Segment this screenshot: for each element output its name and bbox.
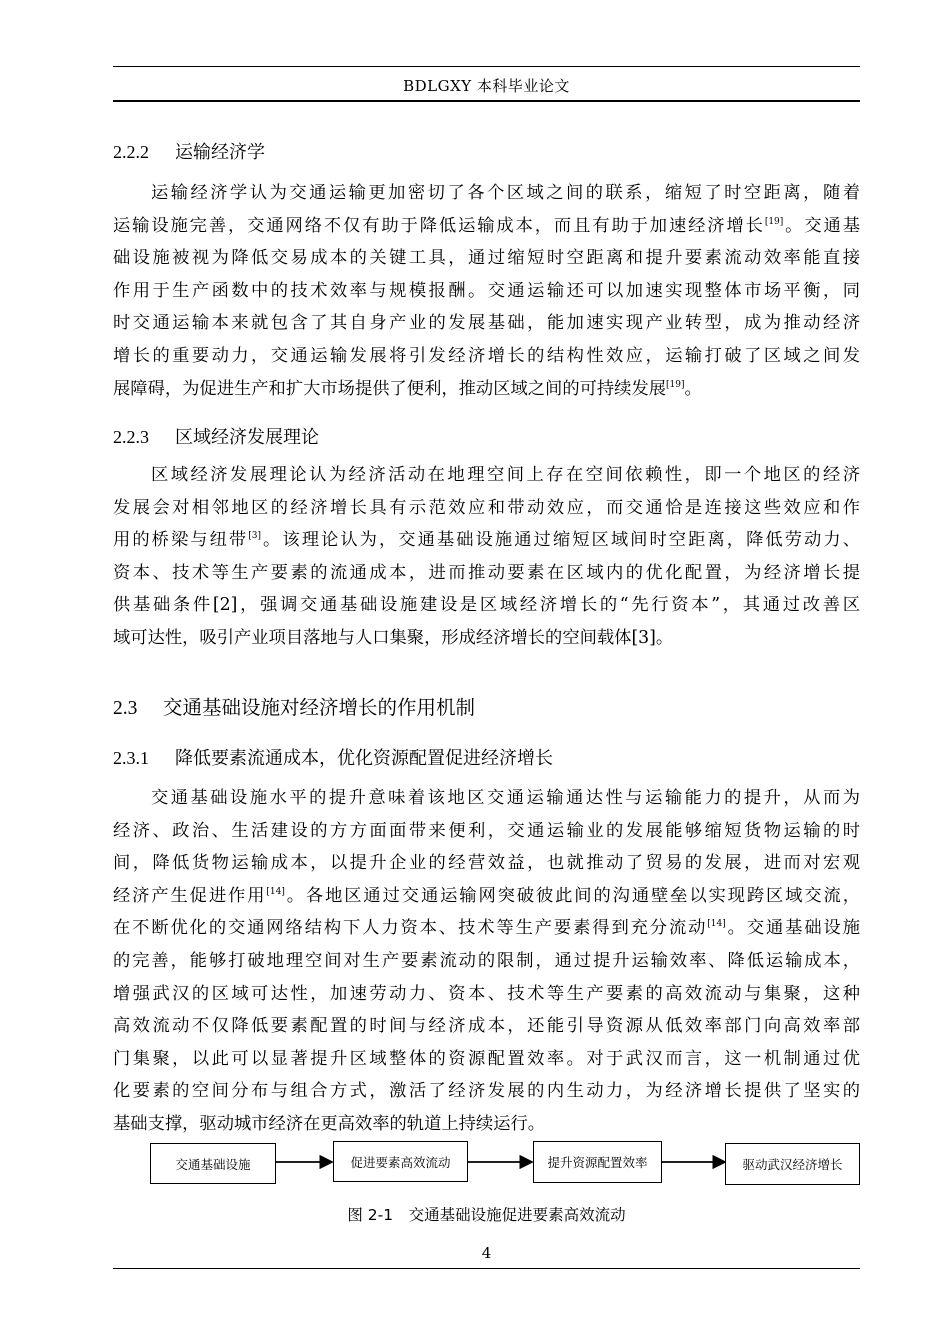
flow-box-resource-allocation: 提升资源配置效率 (533, 1141, 662, 1183)
section-number: 2.2.2 (113, 142, 149, 162)
section-number: 2.2.3 (113, 427, 149, 447)
text-line: 区域经济发展理论认为经济活动在地理空间上存在空间依赖性，即一个地区的经济 (151, 465, 860, 485)
text-line: 发展会对相邻地区的经济增长具有示范效应和带动效应，而交通恰是连接这些效应和作 (113, 497, 860, 518)
text-line: 在不断优化的交通网络结构下人力资本、技术等生产要素得到充分流动[14]。交通基础设施 (113, 918, 860, 939)
flow-box-wuhan-growth: 驱动武汉经济增长 (725, 1143, 860, 1185)
text-line: 门集聚，以此可以显著提升区域整体的资源配置效率。对于武汉而言，这一机制通过优 (113, 1048, 860, 1069)
text-line: 基础支撑，驱动城市经济在更高效率的轨道上持续运行。 (113, 1113, 546, 1134)
text-line: 作用于生产函数中的技术效率与规模报酬。交通运输还可以加速实现整体市场平衡，同 (113, 280, 860, 301)
section-number: 2.3 (113, 698, 138, 719)
text-line: 运输经济学认为交通运输更加密切了各个区域之间的联系，缩短了时空距离，随着 (151, 183, 860, 203)
text-line: 供基础条件[2]，强调交通基础设施建设是区域经济增长的“先行资本”，其通过改善区 (113, 595, 860, 616)
section-number: 2.3.1 (113, 748, 149, 768)
text-line: 的完善，能够打破地理空间对生产要素流动的限制，通过提升运输效率、降低运输成本， (113, 950, 860, 971)
text-line: 增长的重要动力，交通运输发展将引发经济增长的结构性效应，运输打破了区域之间发 (113, 345, 860, 366)
text-line: 域可达性，吸引产业项目落地与人口集聚，形成经济增长的空间载体[3]。 (113, 627, 674, 648)
text-line: 运输设施完善，交通网络不仅有助于降低运输成本，而且有助于加速经济增长[19]。交通基 (113, 215, 860, 236)
page-number: 4 (481, 1244, 492, 1262)
citation: [19] (666, 379, 685, 390)
text-line: 化要素的空间分布与组合方式，激活了经济发展的内生动力，为经济增长提供了坚实的 (113, 1081, 860, 1102)
citation: [19] (764, 216, 784, 227)
citation: [14] (266, 886, 285, 897)
footer-rule (113, 1268, 860, 1269)
section-title: 交通基础设施对经济增长的作用机制 (163, 696, 476, 719)
citation: [14] (707, 919, 726, 930)
text-line: 础设施被视为降低交易成本的关键工具，通过缩短时空距离和提升要素流动效率能直接 (113, 248, 860, 269)
text-line: 高效流动不仅降低要素配置的时间与经济成本，还能引导资源从低效率部门向高效率部 (113, 1016, 860, 1037)
citation: [3] (248, 531, 262, 542)
text-line: 资本、技术等生产要素的流通成本，进而推动要素在区域内的优化配置，为经济增长提 (113, 562, 860, 583)
text-line: 用的桥梁与纽带[3]。该理论认为，交通基础设施通过缩短区域间时空距离，降低劳动力、 (113, 530, 860, 551)
section-title: 区域经济发展理论 (175, 427, 319, 448)
figure-caption: 图 2-1 交通基础设施促进要素高效流动 (347, 1206, 626, 1224)
running-header: BDLGXY 本科毕业论文 (403, 77, 570, 95)
text-line: 时交通运输本来就包含了其自身产业的发展基础，能加速实现产业转型，成为推动经济 (113, 313, 860, 334)
text-line: 交通基础设施水平的提升意味着该地区交通运输通达性与运输能力的提升，从而为 (151, 788, 860, 808)
text-line: 经济产生促进作用[14]。各地区通过交通运输网突破彼此间的沟通壁垒以实现跨区域交流， (113, 885, 860, 906)
section-title: 运输经济学 (175, 142, 265, 163)
text-line: 经济、政治、生活建设的方方面面带来便利，交通运输业的发展能够缩短货物运输的时 (113, 820, 860, 841)
flow-box-factor-flow: 促进要素高效流动 (333, 1141, 468, 1182)
text-line: 间，降低货物运输成本，以提升企业的经营效益，也就推动了贸易的发展，进而对宏观 (113, 853, 860, 874)
text-line: 展障碍，为促进生产和扩大市场提供了便利，推动区域之间的可持续发展[19]。 (113, 378, 702, 399)
text-line: 增强武汉的区域可达性，加速劳动力、资本、技术等生产要素的高效流动与集聚，这种 (113, 983, 860, 1004)
section-title: 降低要素流通成本，优化资源配置促进经济增长 (175, 748, 553, 769)
flow-box-infrastructure: 交通基础设施 (150, 1143, 276, 1184)
